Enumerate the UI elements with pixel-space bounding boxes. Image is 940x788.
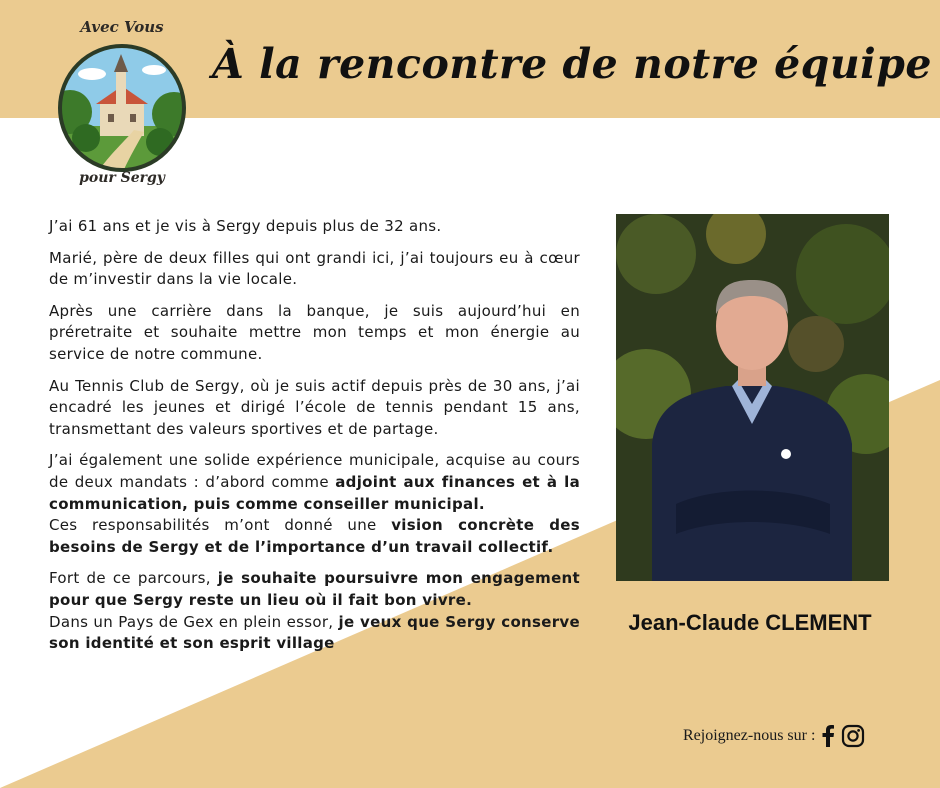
logo-top-text: Avec Vous: [80, 18, 164, 36]
bio-paragraph: [49, 612, 580, 655]
social-label: Rejoignez-nous sur :: [683, 727, 816, 744]
bio-bold-part: je souhaite poursuivre mon engagement pour que Sergy reste un lieu où il fait bon vivre.: [49, 569, 580, 609]
logo: [52, 14, 192, 190]
bio-bold-part: je veux que Sergy conserve son identité et son esprit village: [49, 612, 580, 653]
bio-paragraph: [49, 568, 580, 611]
portrait-photo: [616, 214, 889, 581]
bio-paragraph: [49, 450, 580, 515]
instagram-icon[interactable]: [841, 724, 865, 748]
bio-bold-part: vision concrète des besoins de Sergy et de l’importance d’un travail collectif.: [49, 516, 581, 556]
bio-paragraph: Après une carrière dans la banque, je suis aujourd’hui en préretraite et souhaite mettre mon temps et mon énergie au service de notre commune.: [49, 301, 580, 363]
bio-paragraph: [49, 515, 580, 558]
bio-paragraph: J’ai 61 ans et je vis à Sergy depuis plus de 32 ans.: [49, 217, 442, 235]
page-title: À la rencontre de notre équipe: [212, 40, 932, 88]
social-links: [683, 724, 865, 748]
bio-text: [49, 216, 580, 655]
bio-text-part: Ces responsabilités m’ont donné une: [49, 516, 392, 535]
bio-text-part: Fort de ce parcours,: [49, 569, 218, 588]
logo-bottom-text: pour Sergy: [79, 170, 165, 186]
person-name: Jean-Claude CLEMENT: [628, 610, 872, 635]
bio-paragraph: Marié, père de deux filles qui ont grandi ici, j’ai toujours eu à cœur de m’investir dans la vie locale.: [49, 248, 580, 289]
facebook-icon[interactable]: [821, 725, 835, 747]
village-illustration: [56, 42, 188, 174]
bio-bold-part: adjoint aux finances et à la communication, puis comme conseiller municipal.: [49, 472, 580, 513]
bio-text-part: J’ai également une solide expérience municipale, acquise au cours de deux mandats : d’abord comme: [49, 451, 580, 491]
bio-paragraph: Au Tennis Club de Sergy, où je suis actif depuis près de 30 ans, j’ai encadré les jeunes et dirigé l’école de tennis pendant 15 ans, transmettant des valeurs sportives et de partage.: [49, 376, 580, 438]
bio-text-part: Dans un Pays de Gex en plein essor,: [49, 612, 339, 631]
